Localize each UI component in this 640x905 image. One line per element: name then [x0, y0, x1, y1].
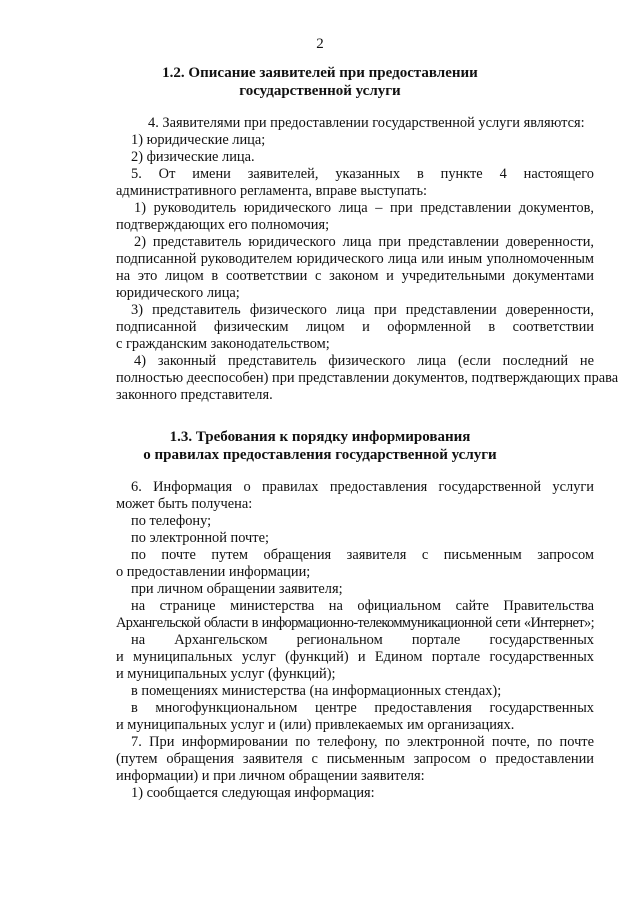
paragraph-line: 7. При информировании по телефону, по электронной почте, по почте [131, 734, 594, 750]
paragraph-line: административного регламента, вправе выступать: [116, 183, 428, 199]
section-1-3-title-line2: о правилах предоставления государственной услуги [143, 447, 497, 463]
paragraph-line: 5. От имени заявителей, указанных в пункте 4 настоящего [131, 166, 594, 182]
paragraph-line: и муниципальных услуг (функций) и Едином портале государственных [116, 649, 594, 665]
paragraph-line: и муниципальных услуг и (или) привлекаемых им организациях. [116, 717, 515, 733]
paragraph-line: о предоставлении информации; [116, 564, 311, 580]
paragraph-line: при личном обращении заявителя; [131, 581, 343, 597]
paragraph-line: на это лицом в соответствии с законом и учредительными документами [116, 268, 594, 284]
paragraph-line: может быть получена: [116, 496, 253, 512]
paragraph-line: и муниципальных услуг (функций); [116, 666, 336, 682]
paragraph-line: 4. Заявителями при предоставлении государственной услуги являются: [148, 115, 585, 131]
paragraph-line: 1) руководитель юридического лица – при представлении документов, [134, 200, 594, 216]
paragraph-line: по электронной почте; [131, 530, 269, 546]
section-1-3-title-line1: 1.3. Требования к порядку информирования [169, 429, 471, 445]
paragraph-line: 2) представитель юридического лица при представлении доверенности, [134, 234, 594, 250]
paragraph-line: в многофункциональном центре предоставления государственных [131, 700, 594, 716]
paragraph-line: Архангельской области в информационно-телекоммуникационной сети «Интернет»; [116, 615, 594, 631]
paragraph-line: законного представителя. [116, 387, 273, 403]
page-number: 2 [316, 36, 324, 52]
section-1-2-title-line1: 1.2. Описание заявителей при предоставлении [162, 65, 478, 81]
paragraph-line: с гражданским законодательством; [116, 336, 330, 352]
paragraph-line: (путем обращения заявителя с письменным запросом о предоставлении [116, 751, 594, 767]
paragraph-line: по телефону; [131, 513, 212, 529]
paragraph-line: юридического лица; [116, 285, 240, 301]
section-1-2-title-line2: государственной услуги [239, 83, 401, 99]
paragraph-line: на Архангельском региональном портале государственных [131, 632, 594, 648]
paragraph-line: полностью дееспособен) при представлении документов, подтверждающих права [116, 370, 619, 386]
paragraph-line: в помещениях министерства (на информационных стендах); [131, 683, 502, 699]
paragraph-line: 6. Информация о правилах предоставления государственной услуги [131, 479, 594, 495]
paragraph-line: подтверждающих его полномочия; [116, 217, 330, 233]
paragraph-line: 4) законный представитель физического лица (если последний не [134, 353, 594, 369]
paragraph-line: на странице министерства на официальном сайте Правительства [131, 598, 594, 614]
paragraph-line: подписанной руководителем юридического лица или иным уполномоченным [116, 251, 594, 267]
paragraph-line: 1) сообщается следующая информация: [131, 785, 375, 801]
paragraph-line: 2) физические лица. [131, 149, 255, 165]
paragraph-line: по почте путем обращения заявителя с письменным запросом [131, 547, 594, 563]
paragraph-line: 1) юридические лица; [131, 132, 266, 148]
paragraph-line: подписанной физическим лицом и оформленной в соответствии [116, 319, 594, 335]
paragraph-line: информации) и при личном обращении заявителя: [116, 768, 425, 784]
paragraph-line: 3) представитель физического лица при представлении доверенности, [131, 302, 594, 318]
